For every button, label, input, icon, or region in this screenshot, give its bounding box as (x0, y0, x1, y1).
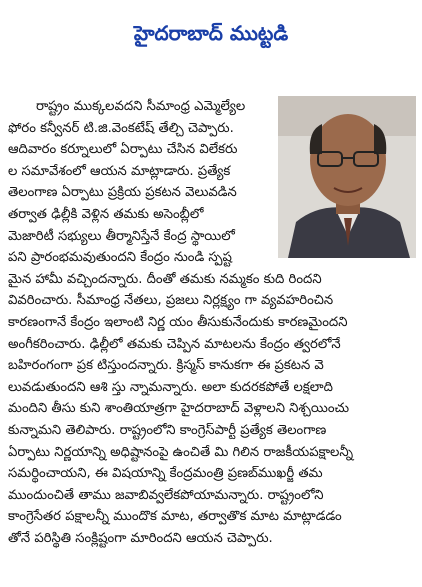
article-line: సమర్థించాయని, ఈ విషయాన్ని కేంద్రమంత్రి ప్రణబ్‌ముఖర్జీ తమ (8, 466, 323, 482)
article-line: ఆదివారం కర్నూలులో ఏర్పాటు చేసిన విలేకరు (8, 142, 238, 158)
article-line: లువడుతుందని ఆశి స్తు న్నామన్నారు. అలా కుదరకపోతే లక్షలాది (8, 379, 333, 395)
article-line: ముందుంచితే తాము జవాబివ్వలేకపోయామన్నారు. రాష్ట్రంలోని (8, 487, 324, 503)
article-line: అంగీకరించారు. ఢిల్లీలో తమకు చెప్పిన మాటలను కేంద్రం త్వరలోనే (8, 336, 341, 352)
article-line: ఫోరం కన్వీనర్ టి.జి.వెంకటేష్ తేల్చి చెప్పారు. (8, 120, 234, 136)
article-line: తెలంగాణ ఏర్పాటు ప్రక్రియ ప్రకటన వెలువడిన (8, 185, 237, 201)
article-line: ల సమావేశంలో ఆయన మాట్లాడారు. ప్రత్యేక (8, 163, 231, 179)
article-line: తర్వాత ఢిల్లీకి వెళ్లిన తమకు అసెంబ్లీలో (8, 206, 204, 222)
article-line: ఏర్పాటు నిర్ణయాన్ని అధిష్టానంపై ఉంచితే మి గిలిన రాజకీయపక్షాలన్నీ (8, 444, 354, 460)
article-line: రాష్ట్రం ముక్కలవదని సీమాంధ్ర ఎమ్మెల్యేల (36, 99, 246, 114)
headline: హైదరాబాద్ ముట్టడి (133, 21, 289, 45)
article-line: బహిరంగంగా ప్రక టిస్తుందన్నారు. క్రిస్మస్ కానుకగా ఈ ప్రకటన వె (8, 358, 324, 374)
article-line: మెజారిటీ సభ్యులు తీర్మానిస్తేనే కేంద్ర స్థాయిలో (8, 228, 235, 244)
article-line: మైన హామీ వచ్చిందన్నారు. దీంతో తమకు నమ్మకం కుది రిందని (8, 271, 322, 287)
article-line: కారణంగానే కేంద్రం ఇలాంటి నిర్ణ యం తీసుకునేందుకు కారణమైందని (8, 314, 348, 330)
article-line: తోనే పరిస్థితి సంక్లిష్టంగా మారిందని ఆయన చెప్పారు. (8, 530, 273, 546)
article-line: మందిని తీసు కుని శాంతియాత్రగా హైదరాబాద్ వెళ్లాలని నిశ్చయించు (8, 401, 350, 417)
article-line: కాంగ్రెసేతర పక్షాలన్నీ ముందొక మాట, తర్వాతొక మాట మాట్లాడడం (8, 509, 342, 525)
article-line: కున్నామని తెలిపారు. రాష్ట్రంలోని కాంగ్రెస్‌పార్టీ ప్రత్యేక తెలంగాణ (8, 422, 327, 438)
article-body (8, 96, 416, 549)
article-line: వివరించారు. సీమాంధ్ర నేతలు, ప్రజలు నిర్లక్ష్యం గా వ్యవహరించిన (8, 293, 334, 309)
article-line: పని ప్రారంభమవుతుందని కేంద్రం నుండి స్పష్ట (8, 250, 232, 266)
